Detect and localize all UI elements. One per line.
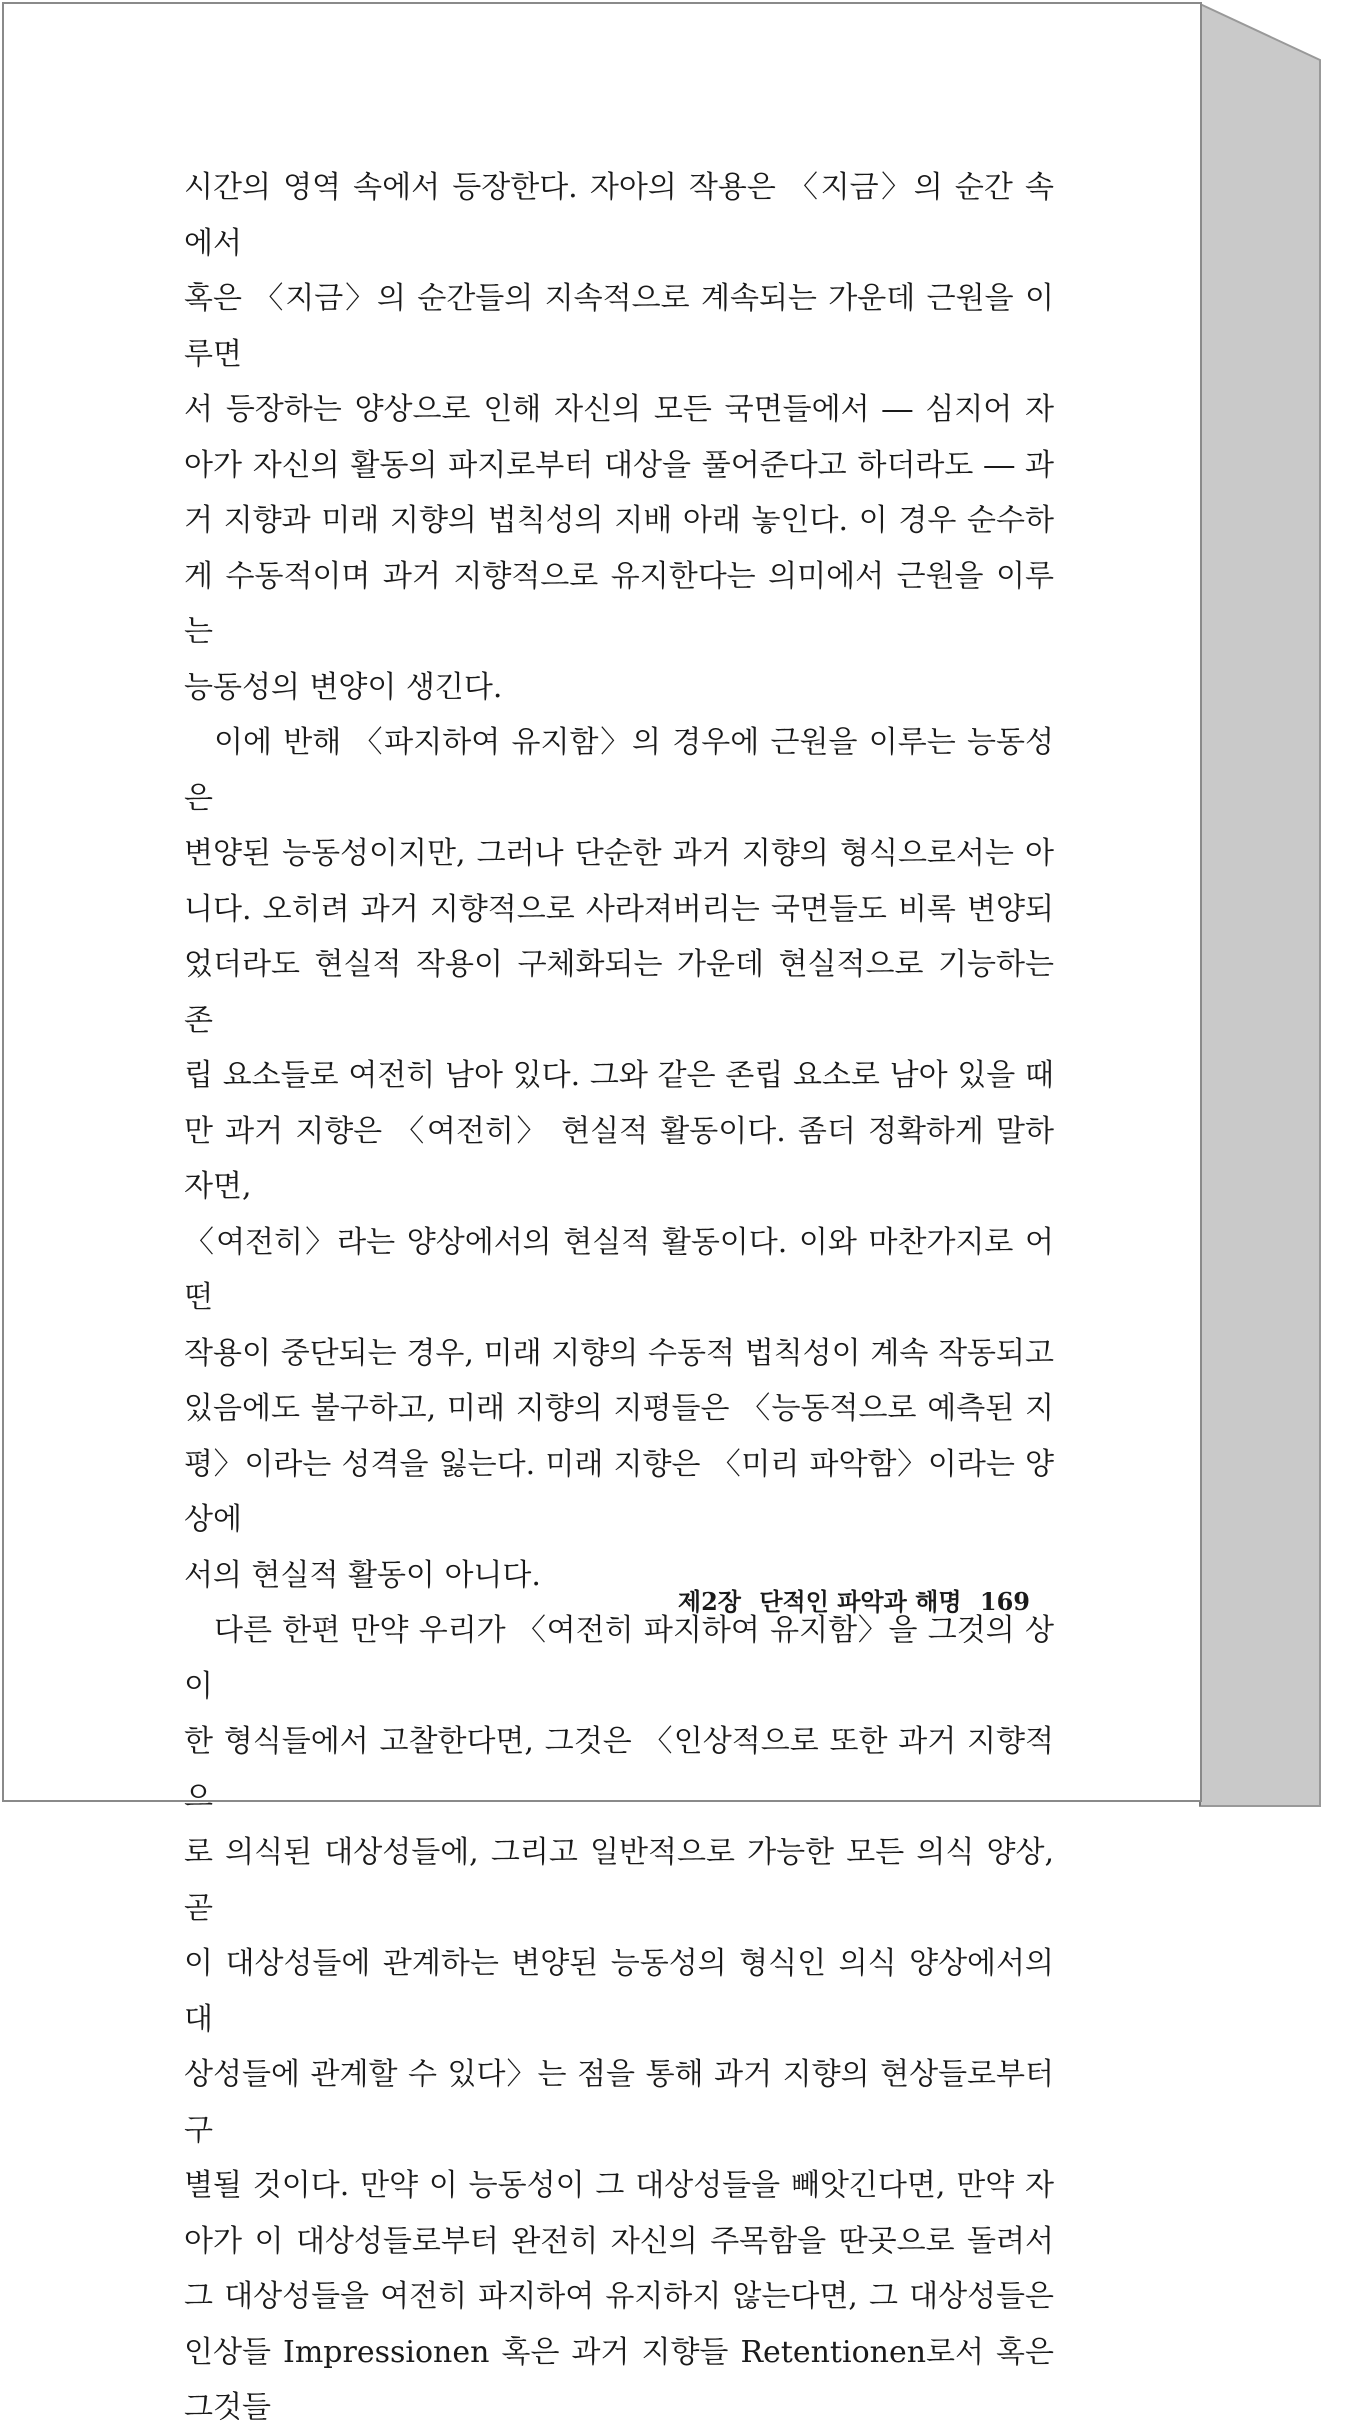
text-line: 변양된 능동성이지만, 그러나 단순한 과거 지향의 형식으로서는 아 xyxy=(184,836,1054,871)
text-line: 별될 것이다. 만약 이 능동성이 그 대상성들을 빼앗긴다면, 만약 자 xyxy=(184,2168,1054,2203)
page-body-text xyxy=(184,160,1054,2436)
text-line: 아가 이 대상성들로부터 완전히 자신의 주목함을 딴곳으로 돌려서 xyxy=(184,2223,1054,2259)
text-line: 상성들에 관계할 수 있다〉는 점을 통해 과거 지향의 현상들로부터 구 xyxy=(184,2057,1054,2148)
chapter-label: 제2장 xyxy=(677,1587,741,1616)
page-footer xyxy=(600,1582,1030,1617)
text-line: 〈여전히〉라는 양상에서의 현실적 활동이다. 이와 마찬가지로 어떤 xyxy=(184,1224,1054,1315)
text-line: 거 지향과 미래 지향의 법칙성의 지배 아래 놓인다. 이 경우 순수하 xyxy=(184,503,1054,538)
text-line: 있음에도 불구하고, 미래 지향의 지평들은 〈능동적으로 예측된 지 xyxy=(184,1391,1054,1426)
text-line: 능동성의 변양이 생긴다. xyxy=(184,669,503,705)
text-line: 혹은 〈지금〉의 순간들의 지속적으로 계속되는 가운데 근원을 이루면 xyxy=(184,281,1054,372)
paragraph-1 xyxy=(184,160,1054,715)
text-line: 서 등장하는 양상으로 인해 자신의 모든 국면들에서 ― 심지어 자 xyxy=(184,392,1054,427)
paragraph-3 xyxy=(184,1603,1054,2436)
text-line: 다른 한편 만약 우리가 〈여전히 파지하여 유지함〉을 그것의 상이 xyxy=(184,1613,1054,1704)
text-line: 게 수동적이며 과거 지향적으로 유지한다는 의미에서 근원을 이루는 xyxy=(184,558,1054,649)
text-line: 로 의식된 대상성들에, 그리고 일반적으로 가능한 모든 의식 양상, 곧 xyxy=(184,1835,1054,1926)
paragraph-2 xyxy=(184,715,1054,1603)
text-line: 아가 자신의 활동의 파지로부터 대상을 풀어준다고 하더라도 ― 과 xyxy=(184,447,1054,483)
text-line: 었더라도 현실적 작용이 구체화되는 가운데 현실적으로 기능하는 존 xyxy=(184,947,1054,1038)
text-line: 립 요소들로 여전히 남아 있다. 그와 같은 존립 요소로 남아 있을 때 xyxy=(184,1058,1054,1093)
text-line: 시간의 영역 속에서 등장한다. 자아의 작용은 〈지금〉의 순간 속에서 xyxy=(184,170,1054,261)
text-line: 서의 현실적 활동이 아니다. xyxy=(184,1557,541,1593)
text-line: 니다. 오히려 과거 지향적으로 사라져버리는 국면들도 비록 변양되 xyxy=(184,891,1054,927)
text-line: 만 과거 지향은 〈여전히〉 현실적 활동이다. 좀더 정확하게 말하자면, xyxy=(184,1113,1054,1204)
text-line: 평〉이라는 성격을 잃는다. 미래 지향은 〈미리 파악함〉이라는 양상에 xyxy=(184,1446,1054,1537)
text-line: 작용이 중단되는 경우, 미래 지향의 수동적 법칙성이 계속 작동되고 xyxy=(184,1335,1054,1371)
text-line: 이 대상성들에 관계하는 변양된 능동성의 형식인 의식 양상에서의 대 xyxy=(184,1946,1054,2037)
text-line: 한 형식들에서 고찰한다면, 그것은 〈인상적으로 또한 과거 지향적으 xyxy=(184,1724,1054,1815)
chapter-title: 단적인 파악과 해명 xyxy=(759,1587,962,1616)
text-line: 그 대상성들을 여전히 파지하여 유지하지 않는다면, 그 대상성들은 xyxy=(184,2279,1054,2314)
text-line: 이에 반해 〈파지하여 유지함〉의 경우에 근원을 이루는 능동성은 xyxy=(184,725,1054,816)
page-number: 169 xyxy=(979,1587,1030,1616)
text-line: 인상들 Impressionen 혹은 과거 지향들 Retentionen로서 혹은 그것들 xyxy=(184,2334,1054,2425)
